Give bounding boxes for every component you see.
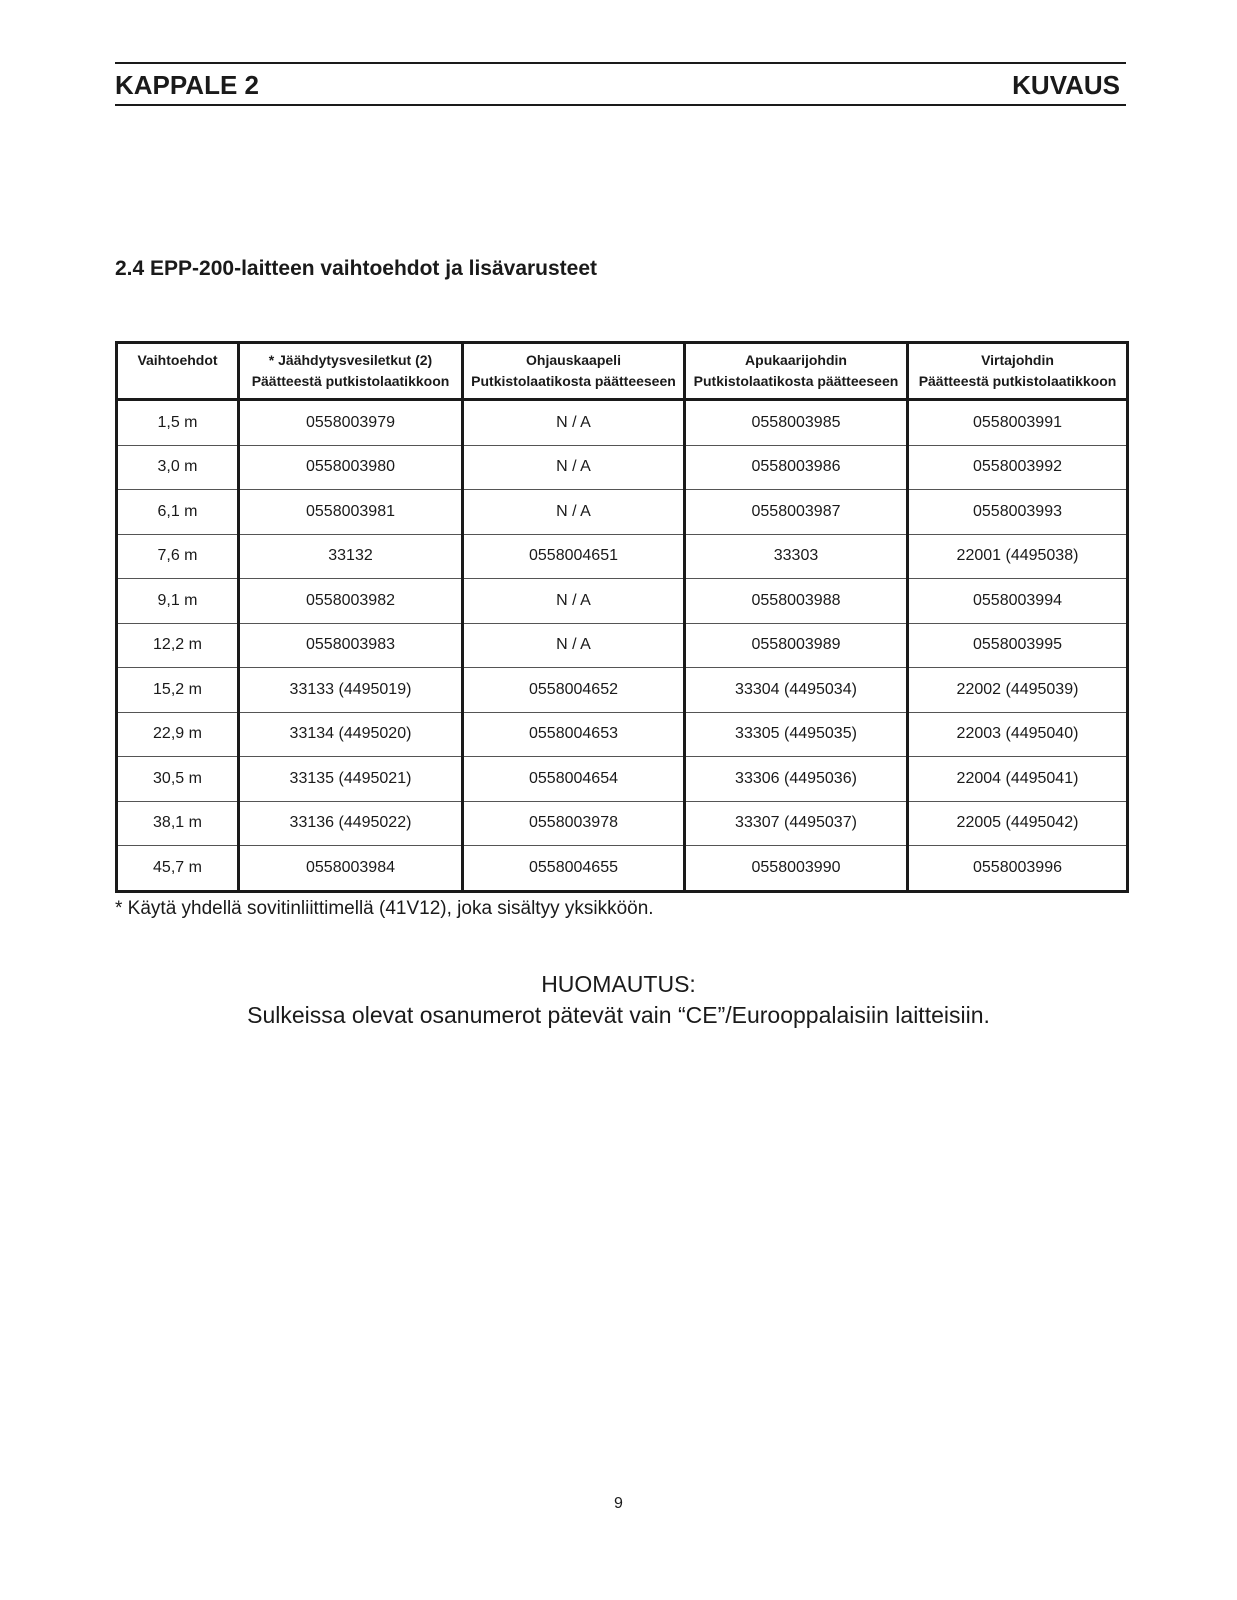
section-label: KUVAUS bbox=[1012, 70, 1120, 100]
table-cell: 0558003984 bbox=[239, 846, 463, 892]
header-line1: Apukaarijohdin bbox=[745, 352, 847, 368]
table-cell: 0558004653 bbox=[463, 712, 685, 757]
table-row bbox=[117, 801, 1128, 846]
table-cell: 0558003987 bbox=[685, 490, 908, 535]
section-title: 2.4 EPP-200-laitteen vaihtoehdot ja lisävarusteet bbox=[115, 257, 598, 280]
header-line1: Vaihtoehdot bbox=[137, 352, 218, 368]
table-row bbox=[117, 623, 1128, 668]
table-cell: N / A bbox=[463, 400, 685, 446]
table-cell: N / A bbox=[463, 490, 685, 535]
table-cell: 30,5 m bbox=[117, 757, 239, 802]
table-cell: 33134 (4495020) bbox=[239, 712, 463, 757]
table-cell: 0558003979 bbox=[239, 400, 463, 446]
header-control-cable bbox=[463, 343, 685, 400]
page-header bbox=[115, 62, 1126, 106]
table-cell: 0558004652 bbox=[463, 668, 685, 713]
table-cell: 9,1 m bbox=[117, 579, 239, 624]
header-line1: Virtajohdin bbox=[981, 352, 1054, 368]
table-cell: 33303 bbox=[685, 534, 908, 579]
table-cell: 22003 (4495040) bbox=[908, 712, 1128, 757]
table-cell: 0558003986 bbox=[685, 445, 908, 490]
table-cell: 0558004651 bbox=[463, 534, 685, 579]
table-cell: 33304 (4495034) bbox=[685, 668, 908, 713]
table-cell: 1,5 m bbox=[117, 400, 239, 446]
header-line1: * Jäähdytysvesiletkut (2) bbox=[268, 352, 433, 368]
table-cell: 45,7 m bbox=[117, 846, 239, 892]
table-cell: 33136 (4495022) bbox=[239, 801, 463, 846]
table-cell: 0558003985 bbox=[685, 400, 908, 446]
table-cell: 0558003989 bbox=[685, 623, 908, 668]
table-cell: 22,9 m bbox=[117, 712, 239, 757]
chapter-label: KAPPALE 2 bbox=[115, 70, 259, 100]
table-cell: 22005 (4495042) bbox=[908, 801, 1128, 846]
table-cell: N / A bbox=[463, 445, 685, 490]
page-number: 9 bbox=[614, 1495, 623, 1512]
table-cell: 12,2 m bbox=[117, 623, 239, 668]
table-cell: N / A bbox=[463, 579, 685, 624]
table-cell: 33135 (4495021) bbox=[239, 757, 463, 802]
header-options bbox=[117, 343, 239, 400]
table-footnote: * Käytä yhdellä sovitinliittimellä (41V12), joka sisältyy yksikköön. bbox=[115, 898, 654, 919]
table-cell: 0558003982 bbox=[239, 579, 463, 624]
table-row bbox=[117, 668, 1128, 713]
table-cell: 33132 bbox=[239, 534, 463, 579]
header-line1: Ohjauskaapeli bbox=[526, 352, 621, 368]
options-table bbox=[115, 341, 1129, 893]
table-cell: 0558003992 bbox=[908, 445, 1128, 490]
table-cell: 0558004654 bbox=[463, 757, 685, 802]
table-row bbox=[117, 757, 1128, 802]
header-pilot-arc-lead bbox=[685, 343, 908, 400]
header-power-lead bbox=[908, 343, 1128, 400]
table-cell: 0558003990 bbox=[685, 846, 908, 892]
table-row bbox=[117, 846, 1128, 892]
table-cell: 33306 (4495036) bbox=[685, 757, 908, 802]
table-cell: 0558003994 bbox=[908, 579, 1128, 624]
table-cell: 33133 (4495019) bbox=[239, 668, 463, 713]
table-row bbox=[117, 712, 1128, 757]
table-cell: 15,2 m bbox=[117, 668, 239, 713]
table-cell: 6,1 m bbox=[117, 490, 239, 535]
header-cooling-hoses bbox=[239, 343, 463, 400]
table-cell: 0558003980 bbox=[239, 445, 463, 490]
header-line2: Putkistolaatikosta päätteeseen bbox=[471, 373, 676, 389]
table-cell: 0558003983 bbox=[239, 623, 463, 668]
header-line2: Päätteestä putkistolaatikkoon bbox=[918, 373, 1117, 389]
table-cell: 22002 (4495039) bbox=[908, 668, 1128, 713]
note-title: HUOMAUTUS: bbox=[541, 971, 696, 997]
table-cell: 7,6 m bbox=[117, 534, 239, 579]
table-row bbox=[117, 534, 1128, 579]
table-cell: 3,0 m bbox=[117, 445, 239, 490]
table-cell: 22004 (4495041) bbox=[908, 757, 1128, 802]
table-row bbox=[117, 490, 1128, 535]
table-cell: 0558003996 bbox=[973, 858, 1062, 876]
table-cell: 22001 (4495038) bbox=[908, 534, 1128, 579]
table-row bbox=[117, 445, 1128, 490]
table-header-row bbox=[117, 343, 1128, 400]
table-cell: 38,1 m bbox=[117, 801, 239, 846]
table-row bbox=[117, 579, 1128, 624]
table-row bbox=[117, 400, 1128, 446]
note-text: Sulkeissa olevat osanumerot pätevät vain “CE”/Eurooppalaisiin laitteisiin. bbox=[247, 1002, 990, 1028]
header-line2: Päätteestä putkistolaatikkoon bbox=[251, 373, 450, 389]
table-cell: 0558004655 bbox=[463, 846, 685, 892]
table-cell: N / A bbox=[463, 623, 685, 668]
table-cell: 0558003978 bbox=[463, 801, 685, 846]
table-cell: 0558003991 bbox=[908, 400, 1128, 446]
table-cell: 0558003993 bbox=[908, 490, 1128, 535]
table-cell: 0558003981 bbox=[239, 490, 463, 535]
header-line2: Putkistolaatikosta päätteeseen bbox=[693, 373, 899, 389]
table-cell: 0558003995 bbox=[908, 623, 1128, 668]
table-cell: 33305 (4495035) bbox=[685, 712, 908, 757]
table-cell: 33307 (4495037) bbox=[685, 801, 908, 846]
table-cell: 0558003988 bbox=[685, 579, 908, 624]
